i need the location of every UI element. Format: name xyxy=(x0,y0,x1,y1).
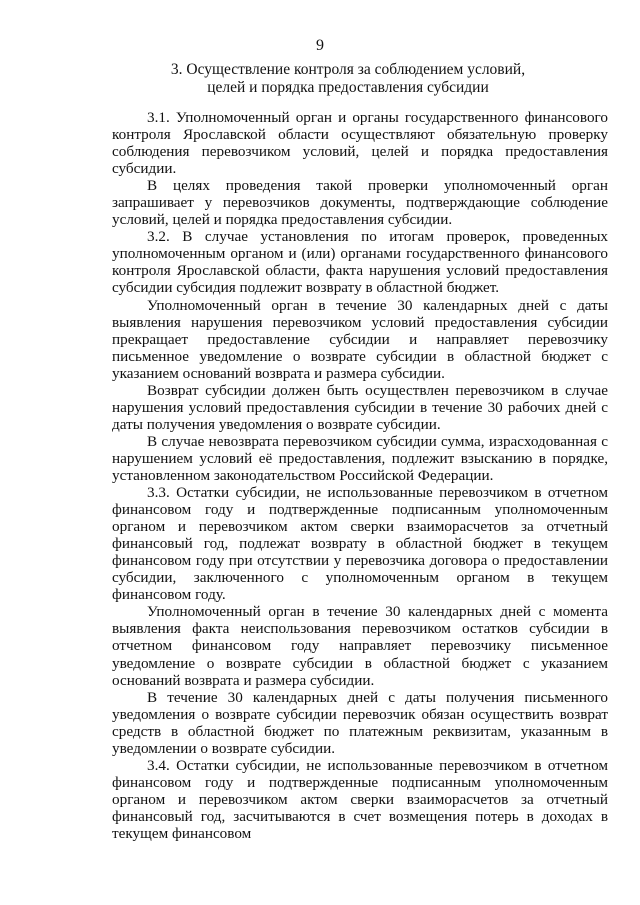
paragraph-3-4: 3.4. Остатки субсидии, не использованные перевозчиком в отчетном финансовом году и подтвержденные подписанным уполномоченным органом и перевозчиком актом сверки взаиморасчетов за отчетный финансовый год, засчитываются в счет возмещения потерь в доходах в текущем финансовом xyxy=(112,756,608,842)
paragraph-unused-notification: Уполномоченный орган в течение 30 календарных дней с момента выявления факта неиспользования перевозчиком остатков субсидии в отчетном финансовом году направляет перевозчику письменное уведомление о возврате субсидии в областной бюджет с указанием оснований возврата и размера субсидии. xyxy=(112,603,608,689)
paragraph-verification-request: В целях проведения такой проверки уполномоченный орган запрашивает у перевозчиков документы, подтверждающие соблюдение условий, целей и порядка предоставления субсидии. xyxy=(112,177,608,229)
paragraph-notification: Уполномоченный орган в течение 30 календарных дней с даты выявления нарушения перевозчиком условий предоставления субсидии прекращает предоставление субсидии и направляет перевозчику письменное уведомление о возврате субсидии в областной бюджет с указанием оснований возврата и размера субсидии. xyxy=(112,296,608,382)
paragraph-3-3: 3.3. Остатки субсидии, не использованные перевозчиком в отчетном финансовом году и подтвержденные подписанным уполномоченным органом и перевозчиком актом сверки взаиморасчетов за отчетный финансовый год, подлежат возврату в областной бюджет в текущем финансовом году при отсутствии у перевозчика договора о предоставлении субсидии, заключенного с уполномоченным органом в текущем финансовом году. xyxy=(112,484,608,604)
paragraph-3-2: 3.2. В случае установления по итогам проверок, проведенных уполномоченным органом и (или) органами государственного финансового контроля Ярославской области, факта нарушения условий предоставления субсидии субсидия подлежит возврату в областной бюджет. xyxy=(112,228,608,297)
paragraph-refund-term: Возврат субсидии должен быть осуществлен перевозчиком в случае нарушения условий предоставления субсидии в течение 30 рабочих дней с даты получения уведомления о возврате субсидии. xyxy=(112,381,608,433)
section-heading: 3. Осуществление контроля за соблюдением условий, целей и порядка предоставления субсидии xyxy=(170,61,526,96)
paragraph-non-refund: В случае невозврата перевозчиком субсидии сумма, израсходованная с нарушением условий её предоставления, подлежит взысканию в порядке, установленном законодательством Российской Федерации. xyxy=(112,432,608,484)
paragraph-refund-details: В течение 30 календарных дней с даты получения письменного уведомления о возврате субсидии перевозчик обязан осуществить возврат средств в областной бюджет по платежным реквизитам, указанным в уведомлении о возврате субсидии. xyxy=(112,688,608,757)
section-body xyxy=(112,109,608,842)
paragraph-3-1: 3.1. Уполномоченный орган и органы государственного финансового контроля Ярославской области осуществляют обязательную проверку соблюдения перевозчиком условий, целей и порядка предоставления субсидии. xyxy=(112,109,608,178)
page-number: 9 xyxy=(316,37,324,54)
